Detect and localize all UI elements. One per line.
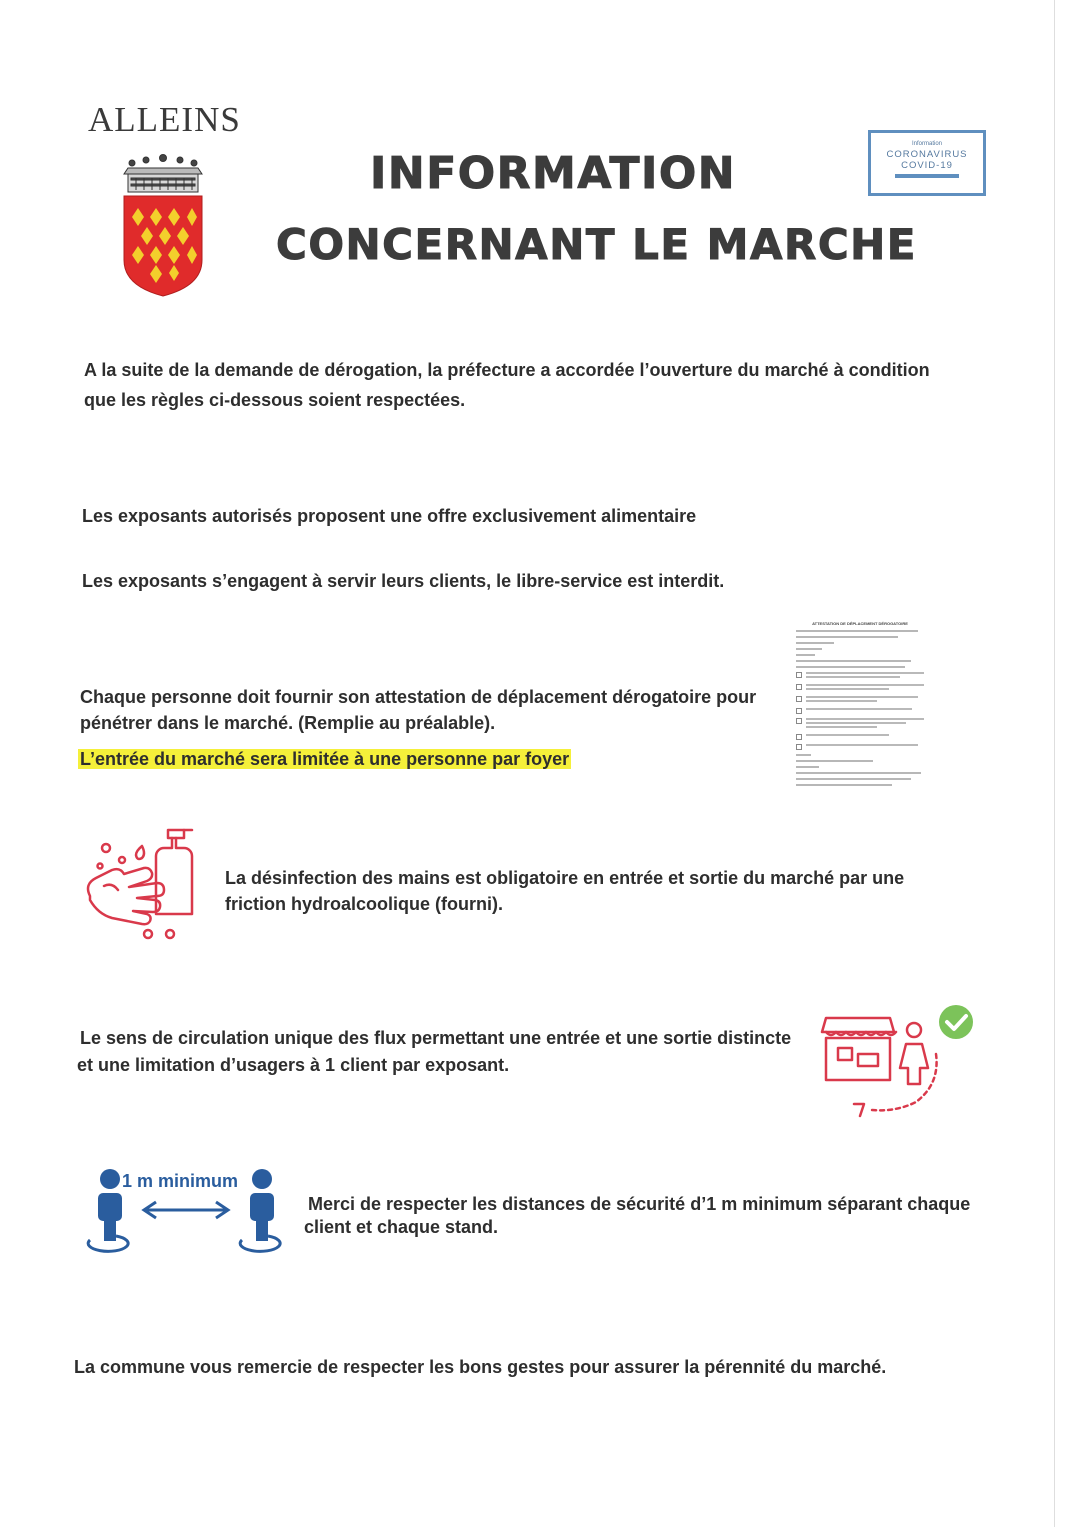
intro-line-2: que les règles ci-dessous soient respectées. [84,390,466,410]
hands-line-1: La désinfection des mains est obligatoire en entrée et sortie du marché par une [225,868,905,888]
title-line-2: CONCERNANT LE MARCHE [276,220,917,269]
rule-food: Les exposants autorisés proposent une offre exclusivement alimentaire [82,506,697,526]
covid-badge-line2: COVID-19 [901,160,953,171]
household-limit-notice [78,745,571,773]
flow-line-2: et une limitation d’usagers à 1 client par exposant. [77,1055,510,1075]
covid-badge-bar [895,174,959,178]
town-name: ALLEINS [88,100,241,139]
market-stall-flow-icon [818,1000,978,1124]
title-line-1: INFORMATION [370,148,737,199]
rule-self-service: Les exposants s’engagent à servir leurs clients, le libre-service est interdit. [82,571,725,591]
coat-of-arms-icon [118,150,208,300]
scan-page-edge [1054,0,1055,1527]
covid-badge-small-text: Information [911,141,942,147]
closing-thanks: La commune vous remercie de respecter les bons gestes pour assurer la pérennité du marché. [74,1357,887,1377]
hand-sanitizer-icon [80,826,200,944]
flow-line-1: Le sens de circulation unique des flux permettant une entrée et une sortie distincte [80,1028,792,1048]
distance-line-2: client et chaque stand. [304,1217,499,1237]
hands-line-2: friction hydroalcoolique (fourni). [225,894,503,914]
attestation-line-1: Chaque personne doit fournir son attestation de déplacement dérogatoire pour [80,687,757,707]
distance-label: 1 m minimum [122,1171,239,1191]
household-limit-highlight: L’entrée du marché sera limitée à une personne par foyer [80,749,570,769]
covid-badge-line1: CORONAVIRUS [886,149,968,160]
attestation-thumbnail-title: ATTESTATION DE DÉPLACEMENT DÉROGATOIRE [812,621,908,626]
distance-line-1: Merci de respecter les distances de sécurité d’1 m minimum séparant chaque [308,1194,971,1214]
covid-badge [868,130,986,196]
intro-line-1: A la suite de la demande de dérogation, la préfecture a accordée l’ouverture du marché à condition [84,360,930,380]
attestation-form-thumbnail [796,622,924,820]
attestation-line-2: pénétrer dans le marché. (Remplie au préalable). [80,713,496,733]
